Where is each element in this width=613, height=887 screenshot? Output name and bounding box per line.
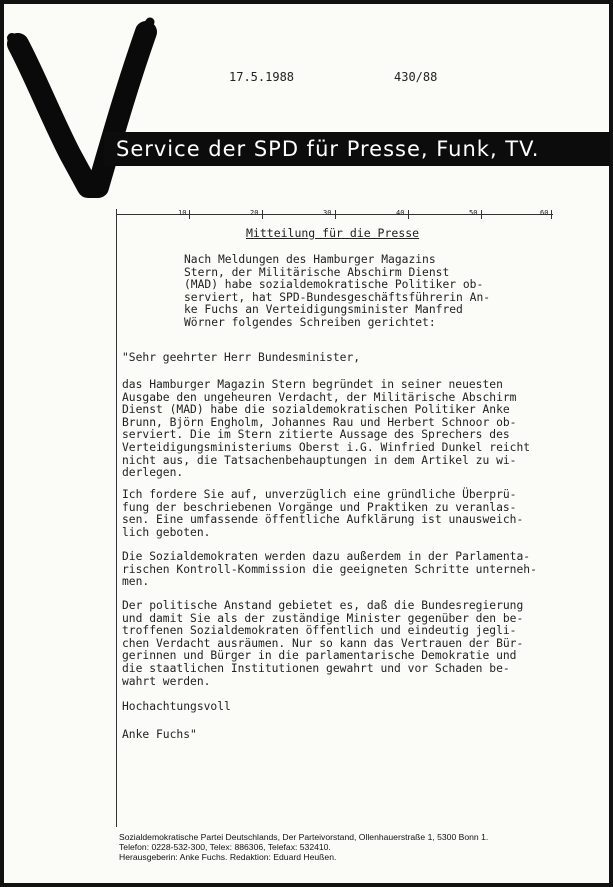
ruler-label: 10 xyxy=(178,209,187,217)
ruler-label: 30 xyxy=(323,209,332,217)
intro-paragraph: Nach Meldungen des Hamburger Magazins Stern, der Militärische Abschirm Dienst (MAD) habe sozialdemokratische Politiker ob- serviert, hat SPD-Bundesgeschäftsführerin An- ke Fuchs an Verteidigungsminister Manfred Wörner folgendes Schreiben gerichtet: xyxy=(184,253,491,329)
release-date: 17.5.1988 xyxy=(229,70,295,84)
document-number: 430/88 xyxy=(394,70,438,84)
press-release-page xyxy=(4,4,609,883)
ruler-label: 40 xyxy=(396,209,405,217)
letter-paragraph: das Hamburger Magazin Stern begründet in seiner neuesten Ausgabe den ungeheuren Verdacht, der Militärische Abschirm Dienst (MAD) habe die sozialdemokratischen Politiker Anke Brunn, Björn Engholm, Johannes Rau und Herbert Schnoor ob- serviert. Die im Stern zitierte Aussage des Sprechers des Verteidigungsministeriums Oberst i.G. Winfried Dunkel reicht nicht aus, die Tatsachenbehauptungen in dem Artikel zu wi- derlegen. xyxy=(122,378,531,480)
letter-salutation: "Sehr geehrter Herr Bundesminister, xyxy=(122,351,361,364)
press-release-heading: Mitteilung für die Presse xyxy=(246,226,420,240)
ruler-label: 20 xyxy=(250,209,259,217)
letter-closing: Hochachtungsvoll xyxy=(122,700,231,713)
letter-paragraph: Ich fordere Sie auf, unverzüglich eine gründliche Überprü- fung der beschriebenen Vorgänge und Praktiken zu veranlas- sen. Eine umfassende öffentliche Aufklärung ist unausweich- lich geboten. xyxy=(122,488,524,539)
ruler-tick xyxy=(481,210,482,219)
ruler-tick xyxy=(551,210,552,219)
ruler-tick xyxy=(189,210,190,219)
letter-signature: Anke Fuchs" xyxy=(122,728,197,741)
ruler-tick xyxy=(408,210,409,219)
ruler-tick xyxy=(262,210,263,219)
ruler-label: 60 xyxy=(540,209,549,217)
ruler-tick xyxy=(335,210,336,219)
letter-paragraph: Die Sozialdemokraten werden dazu außerdem in der Parlamenta- rischen Kontroll-Kommission die geeigneten Schritte unterneh- men. xyxy=(122,550,537,589)
ruler-label: 50 xyxy=(469,209,478,217)
v-logo-icon xyxy=(4,4,164,209)
service-banner: Service der SPD für Presse, Funk, TV. xyxy=(104,132,610,166)
publisher-footer: Sozialdemokratische Partei Deutschlands, Der Parteivorstand, Ollenhauerstraße 1, 5300 Bonn 1. Telefon: 0228-532-300, Telex: 886306, Telefax: 532410. Herausgeberin: Anke Fuchs. Redaktion: Eduard Heußen. xyxy=(119,832,489,863)
letter-paragraph: Der politische Anstand gebietet es, daß die Bundesregierung und damit Sie als der zuständige Minister gegenüber den be- troffenen Sozialdemokraten öffentlich und eindeutig jegli- chen Verdacht ausräumen. Nur so kann das Vertrauen der Bür- gerinnen und Bürger in die parlamentarische Demokratie und die staatlichen Institutionen gewahrt und vor Schaden be- wahrt werden. xyxy=(122,599,524,688)
